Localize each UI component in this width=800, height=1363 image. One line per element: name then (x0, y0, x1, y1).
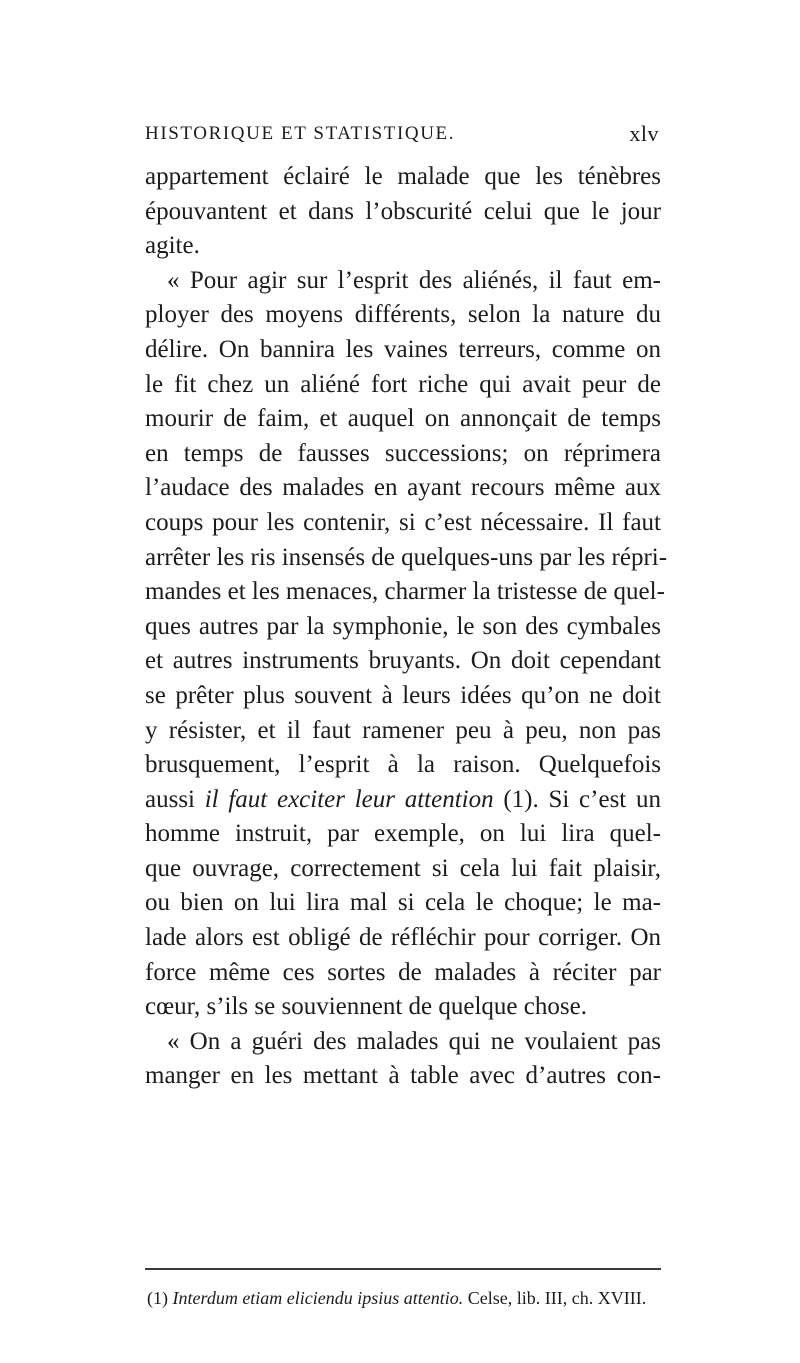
text-line (145, 610, 661, 645)
text-line-content: brusquement, l’esprit à la raison. Quelquefois (145, 751, 661, 779)
text-line-content: se prêter plus souvent à leurs idées qu’on ne doit (145, 681, 661, 709)
text-line (145, 264, 661, 299)
text-line (145, 541, 668, 576)
text-line (145, 679, 661, 714)
text-line (145, 1059, 661, 1094)
text-line (145, 298, 661, 333)
text-line-content: l’audace des malades en ayant recours même aux (145, 474, 661, 502)
text-line-continuation: (1). Si c’est un (493, 785, 661, 813)
text-line (145, 333, 661, 368)
footnote (147, 1286, 663, 1310)
text-line (145, 990, 661, 1025)
text-line-content: mandes et les menaces, charmer la tristesse de quel- (145, 578, 665, 606)
text-line (145, 229, 661, 264)
text-line (145, 956, 661, 991)
text-line-content: ployer des moyens différents, selon la nature du (145, 301, 661, 329)
text-line-content: ques autres par la symphonie, le son des cymbales (145, 612, 661, 640)
footnote-rule (145, 1268, 661, 1270)
text-line-content: agite. (145, 232, 200, 260)
text-line-content: que ouvrage, correctement si cela lui fait plaisir, (145, 854, 661, 882)
text-line-content: coups pour les contenir, si c’est nécessaire. Il faut (145, 508, 661, 536)
text-line-content: le fit chez un aliéné fort riche qui avait peur de (145, 370, 661, 398)
text-line (145, 817, 661, 852)
running-head (145, 119, 659, 149)
text-line-content: aussi (145, 785, 205, 813)
text-line (145, 714, 661, 749)
text-line-content: lade alors est obligé de réfléchir pour corriger. On (145, 924, 661, 952)
text-line (145, 195, 661, 230)
text-line-content: force même ces sortes de malades à réciter par (145, 958, 661, 986)
text-line (145, 160, 661, 195)
running-title: HISTORIQUE ET STATISTIQUE. (145, 123, 456, 144)
body-text (145, 160, 668, 1094)
footnote-marker: (1) (147, 1288, 168, 1308)
text-line (145, 1025, 661, 1060)
text-line-content: ou bien on lui lira mal si cela le choque; le ma- (145, 889, 661, 917)
text-line (145, 506, 661, 541)
page-number: xlv (629, 121, 659, 146)
text-line (145, 644, 661, 679)
text-line-content: arrêter les ris insensés de quelques-uns par les répri- (145, 543, 668, 571)
text-line (145, 783, 661, 818)
text-line (145, 437, 661, 472)
text-line-content: « On a guéri des malades qui ne voulaient pas (167, 1027, 661, 1055)
text-line-content: homme instruit, par exemple, on lui lira quel- (145, 820, 661, 848)
emphasis: il faut exciter leur attention (204, 785, 494, 813)
text-line-content: en temps de fausses successions; on réprimera (145, 439, 661, 467)
text-line-content: manger en les mettant à table avec d’autres con- (145, 1062, 661, 1090)
text-line-content: « Pour agir sur l’esprit des aliénés, il faut em- (167, 266, 661, 294)
text-line (145, 748, 661, 783)
text-line-content: délire. On bannira les vaines terreurs, comme on (145, 335, 661, 363)
text-line (145, 852, 661, 887)
text-line (145, 402, 661, 437)
footnote-citation: Celse, lib. III, ch. XVIII. (467, 1288, 647, 1308)
text-line-content: et autres instruments bruyants. On doit cependant (145, 647, 661, 675)
footnote-latin-quote: Interdum etiam eliciendu ipsius attentio. (172, 1288, 464, 1308)
text-line (145, 886, 661, 921)
text-line (145, 471, 661, 506)
text-line (145, 575, 665, 610)
text-line-content: y résister, et il faut ramener peu à peu, non pas (145, 716, 661, 744)
text-line-content: épouvantent et dans l’obscurité celui que le jour (145, 197, 661, 225)
text-line (145, 921, 661, 956)
text-line-content: mourir de faim, et auquel on annonçait de temps (145, 405, 661, 433)
text-line-content: cœur, s’ils se souviennent de quelque chose. (145, 993, 587, 1021)
text-line-content: appartement éclairé le malade que les ténèbres (145, 163, 661, 190)
text-line (145, 368, 661, 403)
